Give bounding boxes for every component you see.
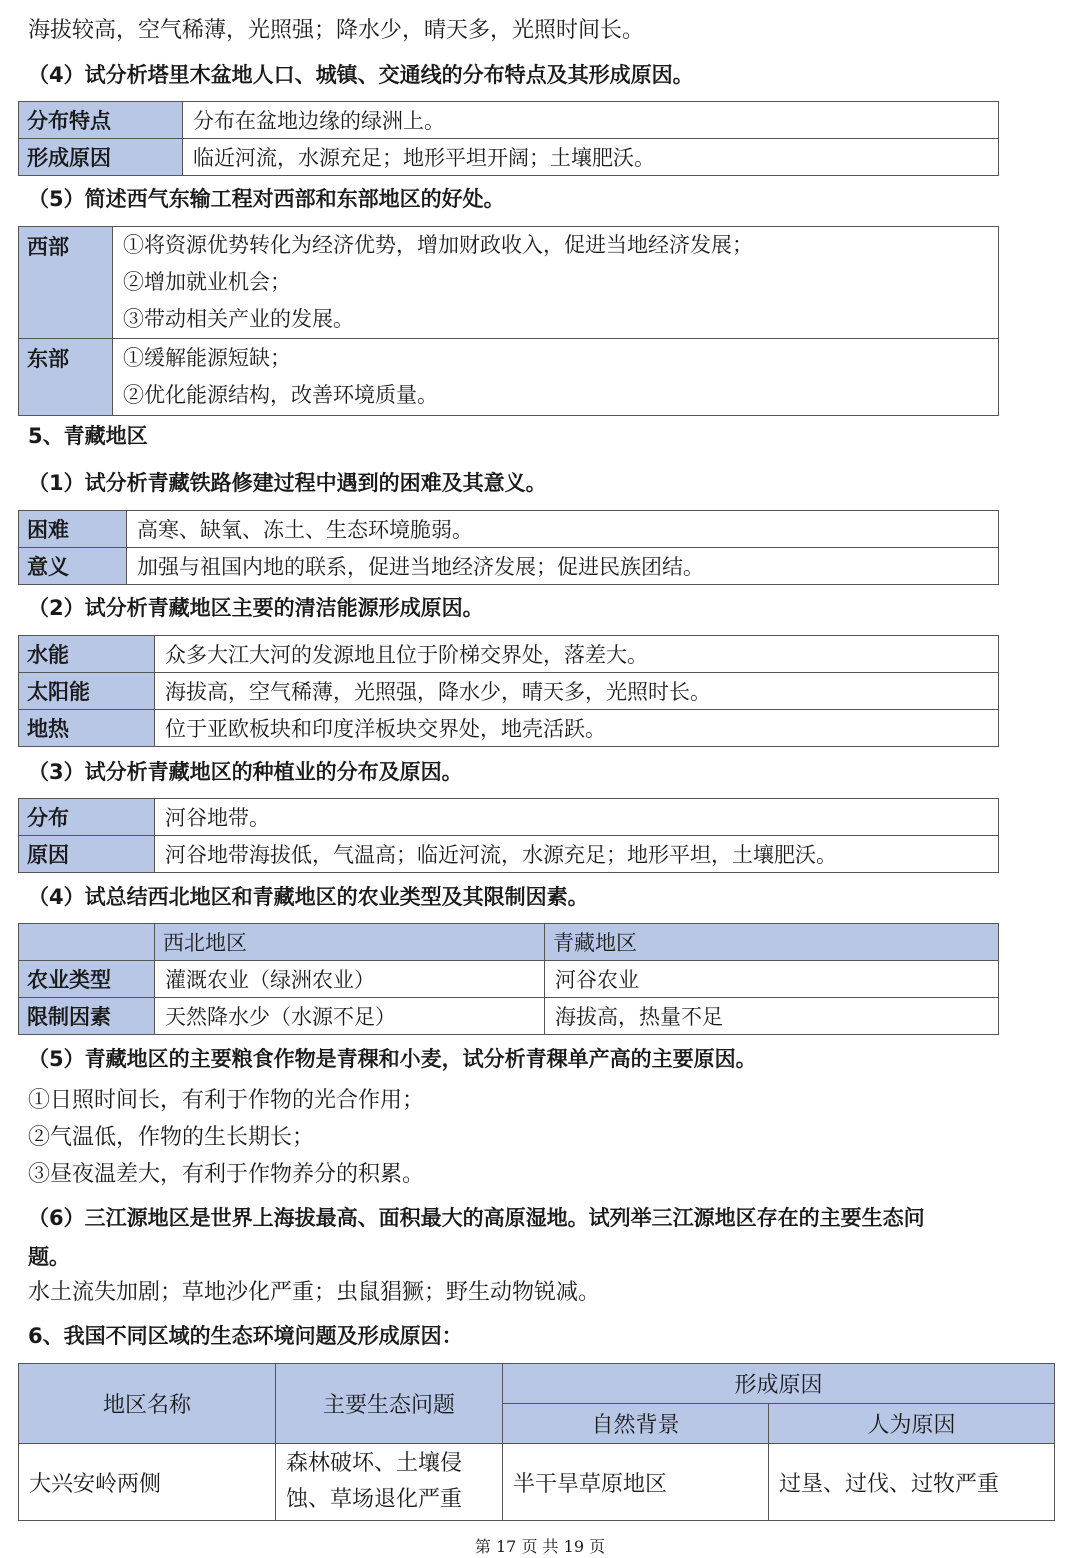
region-cell: 大兴安岭两侧	[19, 1444, 276, 1521]
table-row	[19, 636, 999, 673]
q3-planting-title: （3）试分析青藏地区的种植业的分布及原因。	[28, 760, 463, 784]
q5-gas-title: （5）简述西气东输工程对西部和东部地区的好处。	[28, 187, 505, 211]
table-row	[19, 710, 999, 747]
west-benefits	[113, 227, 999, 339]
east-benefits	[113, 339, 999, 416]
row-key: 分布特点	[19, 102, 183, 139]
list-item: ①将资源优势转化为经济优势，增加财政收入，促进当地经济发展；	[123, 233, 753, 257]
table-header-row	[19, 924, 999, 961]
row-value: 众多大江大河的发源地且位于阶梯交界处，落差大。	[155, 636, 999, 673]
table-row	[19, 836, 999, 873]
row-key: 限制因素	[19, 998, 155, 1035]
row-key: 东部	[19, 339, 113, 416]
header-region: 地区名称	[19, 1364, 276, 1444]
row-key: 形成原因	[19, 139, 183, 176]
row-value: 加强与祖国内地的联系，促进当地经济发展；促进民族团结。	[127, 548, 999, 585]
tarim-table	[18, 101, 999, 176]
agri-table	[18, 923, 999, 1035]
header-cell	[19, 924, 155, 961]
row-value: 位于亚欧板块和印度洋板块交界处，地壳活跃。	[155, 710, 999, 747]
table-row	[19, 961, 999, 998]
header-cell: 西北地区	[155, 924, 545, 961]
row-value: 河谷地带海拔低，气温高；临近河流，水源充足；地形平坦，土壤肥沃。	[155, 836, 999, 873]
problem-cell	[276, 1444, 503, 1521]
natural-cell: 半干旱草原地区	[503, 1444, 769, 1521]
answer-line: ③昼夜温差大，有利于作物养分的积累。	[28, 1162, 425, 1187]
table-row	[19, 799, 999, 836]
q6-title-line2: 题。	[28, 1245, 70, 1269]
list-item: ③带动相关产业的发展。	[123, 307, 354, 331]
q6-title-line1: （6）三江源地区是世界上海拔最高、面积最大的高原湿地。试列举三江源地区存在的主要生态问	[28, 1206, 925, 1230]
ecology-table	[18, 1363, 1055, 1521]
table-row	[19, 102, 999, 139]
human-cell: 过垦、过伐、过牧严重	[769, 1444, 1055, 1521]
table-row	[19, 339, 999, 416]
header-cause: 形成原因	[503, 1364, 1055, 1404]
header-human: 人为原因	[769, 1404, 1055, 1444]
footer-page-number: 17	[496, 1537, 517, 1556]
row-value: 分布在盆地边缘的绿洲上。	[183, 102, 999, 139]
table-row	[19, 227, 999, 339]
energy-table	[18, 635, 999, 747]
answer-line: ②气温低，作物的生长期长；	[28, 1125, 315, 1150]
table-row	[19, 511, 999, 548]
header-cell: 青藏地区	[545, 924, 999, 961]
footer-total-pages: 19	[563, 1537, 584, 1556]
problem-line: 蚀、草场退化严重	[286, 1487, 463, 1512]
row-value: 高寒、缺氧、冻土、生态环境脆弱。	[127, 511, 999, 548]
list-item: ①缓解能源短缺；	[123, 346, 291, 370]
table-row	[19, 139, 999, 176]
row-key: 分布	[19, 799, 155, 836]
header-natural: 自然背景	[503, 1404, 769, 1444]
row-key: 水能	[19, 636, 155, 673]
planting-table	[18, 798, 999, 873]
table-row	[19, 998, 999, 1035]
answer-line: ①日照时间长，有利于作物的光合作用；	[28, 1088, 425, 1113]
row-key: 农业类型	[19, 961, 155, 998]
row-value: 海拔高，空气稀薄，光照强，降水少，晴天多，光照时长。	[155, 673, 999, 710]
row-value: 天然降水少（水源不足）	[155, 998, 545, 1035]
table-row	[19, 1444, 1055, 1521]
footer-prefix: 第	[474, 1537, 491, 1556]
row-key: 太阳能	[19, 673, 155, 710]
q6-answer: 水土流失加剧；草地沙化严重；虫鼠猖獗；野生动物锐减。	[28, 1280, 601, 1305]
q4-tarim-title: （4）试分析塔里木盆地人口、城镇、交通线的分布特点及其形成原因。	[28, 63, 694, 87]
q2-energy-title: （2）试分析青藏地区主要的清洁能源形成原因。	[28, 596, 484, 620]
q1-rail-title: （1）试分析青藏铁路修建过程中遇到的困难及其意义。	[28, 471, 547, 495]
q4-agri-title: （4）试总结西北地区和青藏地区的农业类型及其限制因素。	[28, 885, 589, 909]
q5-barley-title: （5）青藏地区的主要粮食作物是青稞和小麦，试分析青稞单产高的主要原因。	[28, 1047, 757, 1071]
row-key: 困难	[19, 511, 127, 548]
list-item: ②优化能源结构，改善环境质量。	[123, 383, 438, 407]
row-key: 西部	[19, 227, 113, 339]
header-problem: 主要生态问题	[276, 1364, 503, 1444]
footer-suffix: 页	[589, 1537, 606, 1556]
row-value: 河谷农业	[545, 961, 999, 998]
table-row	[19, 548, 999, 585]
problem-line: 森林破坏、土壤侵	[286, 1451, 463, 1476]
footer-middle: 页 共	[521, 1537, 559, 1556]
intro-line: 海拔较高，空气稀薄，光照强；降水少，晴天多，光照时间长。	[28, 18, 645, 43]
table-row	[19, 673, 999, 710]
gas-table	[18, 226, 999, 416]
row-key: 地热	[19, 710, 155, 747]
rail-table	[18, 510, 999, 585]
row-value: 临近河流，水源充足；地形平坦开阔；土壤肥沃。	[183, 139, 999, 176]
row-value: 海拔高，热量不足	[545, 998, 999, 1035]
row-value: 灌溉农业（绿洲农业）	[155, 961, 545, 998]
table-header-row	[19, 1364, 1055, 1404]
page-footer	[0, 1534, 1080, 1557]
row-key: 意义	[19, 548, 127, 585]
section-6-title: 6、我国不同区域的生态环境问题及形成原因：	[28, 1324, 463, 1348]
list-item: ②增加就业机会；	[123, 270, 291, 294]
section-5-title: 5、青藏地区	[28, 424, 148, 448]
row-value: 河谷地带。	[155, 799, 999, 836]
row-key: 原因	[19, 836, 155, 873]
